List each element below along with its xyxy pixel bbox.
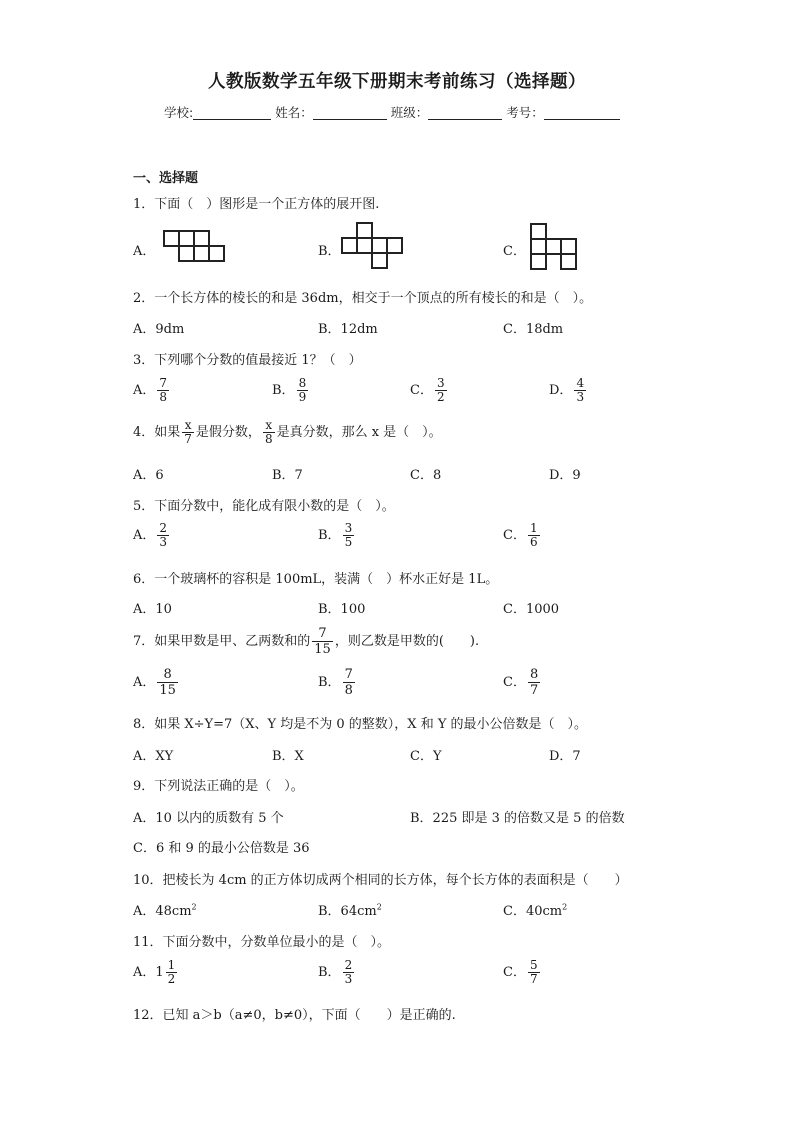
numerator: 2 bbox=[344, 958, 353, 972]
q5-option-b[interactable] bbox=[318, 522, 356, 549]
fraction bbox=[574, 377, 586, 404]
denominator: 8 bbox=[159, 390, 168, 404]
option-letter: A．1 bbox=[133, 965, 164, 980]
question-9: 9．下列说法正确的是（ ）。 bbox=[133, 779, 304, 794]
q2-option-a[interactable]: A．9dm bbox=[133, 322, 185, 337]
fraction bbox=[528, 522, 540, 549]
superscript: 2 bbox=[376, 902, 382, 912]
fraction bbox=[528, 667, 540, 698]
question-5: 5．下面分数中，能化成有限小数的是（ ）。 bbox=[133, 499, 395, 514]
exam-number-label: 考号： bbox=[506, 105, 544, 120]
numerator: x bbox=[184, 418, 192, 432]
q1-net-b-figure bbox=[340, 221, 404, 271]
fraction bbox=[182, 419, 194, 446]
q4-option-b[interactable]: B．7 bbox=[272, 468, 303, 483]
fraction bbox=[343, 667, 355, 698]
fraction bbox=[157, 667, 178, 698]
option-letter: D． bbox=[549, 383, 573, 398]
q4-text-mid: 是假分数， bbox=[195, 425, 261, 440]
student-info-line bbox=[164, 103, 620, 121]
numerator: 5 bbox=[529, 958, 538, 972]
fraction bbox=[343, 959, 355, 986]
superscript: 2 bbox=[191, 902, 197, 912]
denominator: 3 bbox=[344, 972, 353, 986]
numerator: 3 bbox=[344, 521, 353, 535]
school-label: 学校: bbox=[164, 105, 194, 120]
question-7 bbox=[133, 626, 479, 657]
question-6: 6．一个玻璃杯的容积是 100mL，装满（ ）杯水正好是 1L。 bbox=[133, 572, 499, 587]
denominator: 7 bbox=[529, 972, 538, 986]
q2-option-b[interactable]: B．12dm bbox=[318, 322, 378, 337]
q7-text-post: ，则乙数是甲数的( ). bbox=[334, 634, 480, 649]
fraction bbox=[312, 626, 333, 657]
numerator: 8 bbox=[163, 667, 172, 682]
fraction bbox=[157, 522, 169, 549]
q10-option-a[interactable] bbox=[133, 900, 197, 919]
question-4 bbox=[133, 419, 442, 446]
q3-option-a[interactable] bbox=[133, 377, 171, 404]
option-letter: C． bbox=[503, 675, 526, 690]
option-letter: B． bbox=[318, 675, 341, 690]
q3-option-d[interactable] bbox=[549, 377, 588, 404]
q10-option-b[interactable] bbox=[318, 900, 382, 919]
q7-option-a[interactable] bbox=[133, 667, 180, 698]
denominator: 3 bbox=[576, 390, 585, 404]
q11-option-b[interactable] bbox=[318, 959, 356, 986]
q4-option-d[interactable]: D．9 bbox=[549, 468, 581, 483]
denominator: 2 bbox=[436, 390, 445, 404]
q4-text-post: 是真分数，那么 x 是（ ）。 bbox=[276, 425, 442, 440]
denominator: 7 bbox=[529, 683, 539, 698]
denominator: 3 bbox=[159, 535, 168, 549]
q4-option-a[interactable]: A．6 bbox=[133, 468, 164, 483]
fraction bbox=[435, 377, 447, 404]
fraction bbox=[297, 377, 309, 404]
school-blank[interactable] bbox=[193, 105, 271, 120]
fraction bbox=[157, 377, 169, 404]
fraction bbox=[528, 959, 540, 986]
fraction bbox=[166, 959, 178, 986]
numerator: 7 bbox=[159, 376, 168, 390]
q8-option-c[interactable]: C．Y bbox=[410, 749, 442, 764]
denominator: 7 bbox=[184, 432, 192, 446]
q6-option-c[interactable]: C．1000 bbox=[503, 602, 560, 617]
option-letter: B． bbox=[318, 965, 341, 980]
q3-option-b[interactable] bbox=[272, 377, 310, 404]
q8-option-b[interactable]: B．X bbox=[272, 749, 304, 764]
numerator: 7 bbox=[344, 667, 353, 682]
q11-option-a[interactable] bbox=[133, 959, 179, 986]
q1-option-c[interactable]: C． bbox=[503, 244, 526, 259]
q1-net-c-figure bbox=[529, 222, 579, 272]
question-8: 8．如果 X÷Y=7（X、Y 均是不为 0 的整数），X 和 Y 的最小公倍数是（ ）。 bbox=[133, 717, 588, 732]
numerator: 7 bbox=[318, 626, 327, 641]
question-2: 2．一个长方体的棱长的和是 36dm，相交于一个顶点的所有棱长的和是（ ）。 bbox=[133, 291, 593, 306]
question-10: 10．把棱长为 4cm 的正方体切成两个相同的长方体，每个长方体的表面积是（ ） bbox=[133, 873, 628, 888]
name-blank[interactable] bbox=[313, 105, 387, 120]
q4-text-pre: 4．如果 bbox=[133, 425, 181, 440]
option-text: B．64cm bbox=[318, 904, 377, 919]
section-heading: 一、选择题 bbox=[133, 171, 199, 186]
q7-text-pre: 7．如果甲数是甲、乙两数和的 bbox=[133, 634, 311, 649]
numerator: 1 bbox=[529, 521, 538, 535]
option-letter: B． bbox=[318, 528, 341, 543]
numerator: 2 bbox=[159, 521, 168, 535]
q8-option-d[interactable]: D．7 bbox=[549, 749, 581, 764]
q6-option-b[interactable]: B．100 bbox=[318, 602, 366, 617]
class-label: 班级： bbox=[390, 105, 429, 120]
q1-option-b[interactable]: B． bbox=[318, 244, 341, 259]
denominator: 6 bbox=[529, 535, 538, 549]
option-letter: C． bbox=[410, 383, 433, 398]
denominator: 8 bbox=[344, 683, 353, 698]
option-text: C．40cm bbox=[503, 904, 563, 919]
class-blank[interactable] bbox=[428, 105, 502, 120]
numerator: 8 bbox=[298, 376, 307, 390]
question-11: 11．下面分数中，分数单位最小的是（ ）。 bbox=[133, 935, 391, 950]
q5-option-c[interactable] bbox=[503, 522, 542, 549]
q11-option-c[interactable] bbox=[503, 959, 542, 986]
q6-option-a[interactable]: A．10 bbox=[133, 602, 172, 617]
q8-option-a[interactable]: A．XY bbox=[133, 749, 174, 764]
denominator: 15 bbox=[159, 683, 176, 698]
question-1: 1．下面（ ）图形是一个正方体的展开图. bbox=[133, 197, 380, 212]
numerator: 8 bbox=[529, 667, 539, 682]
denominator: 2 bbox=[167, 972, 176, 986]
denominator: 8 bbox=[264, 432, 273, 446]
q3-option-c[interactable] bbox=[410, 377, 449, 404]
q7-option-b[interactable] bbox=[318, 667, 357, 698]
numerator: 1 bbox=[167, 958, 176, 972]
q7-option-c[interactable] bbox=[503, 667, 542, 698]
q10-option-c[interactable] bbox=[503, 900, 567, 919]
exam-number-blank[interactable] bbox=[544, 105, 620, 120]
page-title: 人教版数学五年级下册期末考前练习（选择题） bbox=[208, 72, 586, 92]
q5-option-a[interactable] bbox=[133, 522, 171, 549]
numerator: 4 bbox=[576, 376, 585, 390]
numerator: 3 bbox=[436, 376, 445, 390]
q2-option-c[interactable]: C．18dm bbox=[503, 322, 564, 337]
option-letter: A． bbox=[133, 383, 156, 398]
fraction bbox=[263, 419, 275, 446]
q9-option-b[interactable]: B．225 即是 3 的倍数又是 5 的倍数 bbox=[410, 811, 625, 826]
q9-option-c[interactable]: C．6 和 9 的最小公倍数是 36 bbox=[133, 841, 310, 856]
superscript: 2 bbox=[562, 902, 568, 912]
denominator: 5 bbox=[344, 535, 353, 549]
denominator: 15 bbox=[314, 642, 331, 657]
q1-net-a-figure bbox=[162, 229, 226, 265]
numerator: x bbox=[265, 418, 273, 432]
q4-option-c[interactable]: C．8 bbox=[410, 468, 442, 483]
option-letter: B． bbox=[272, 383, 295, 398]
q1-option-a[interactable]: A． bbox=[133, 244, 156, 259]
question-12: 12．已知 a＞b（a≠0，b≠0），下面（ ）是正确的. bbox=[133, 1008, 456, 1023]
fraction bbox=[343, 522, 355, 549]
denominator: 9 bbox=[298, 390, 307, 404]
option-letter: C． bbox=[503, 965, 526, 980]
question-3: 3．下列哪个分数的值最接近 1？（ ） bbox=[133, 353, 362, 368]
name-label: 姓名： bbox=[275, 105, 313, 120]
option-text: A．48cm bbox=[133, 904, 192, 919]
option-letter: A． bbox=[133, 528, 156, 543]
option-letter: C． bbox=[503, 528, 526, 543]
q9-option-a[interactable]: A．10 以内的质数有 5 个 bbox=[133, 811, 284, 826]
option-letter: A． bbox=[133, 675, 156, 690]
